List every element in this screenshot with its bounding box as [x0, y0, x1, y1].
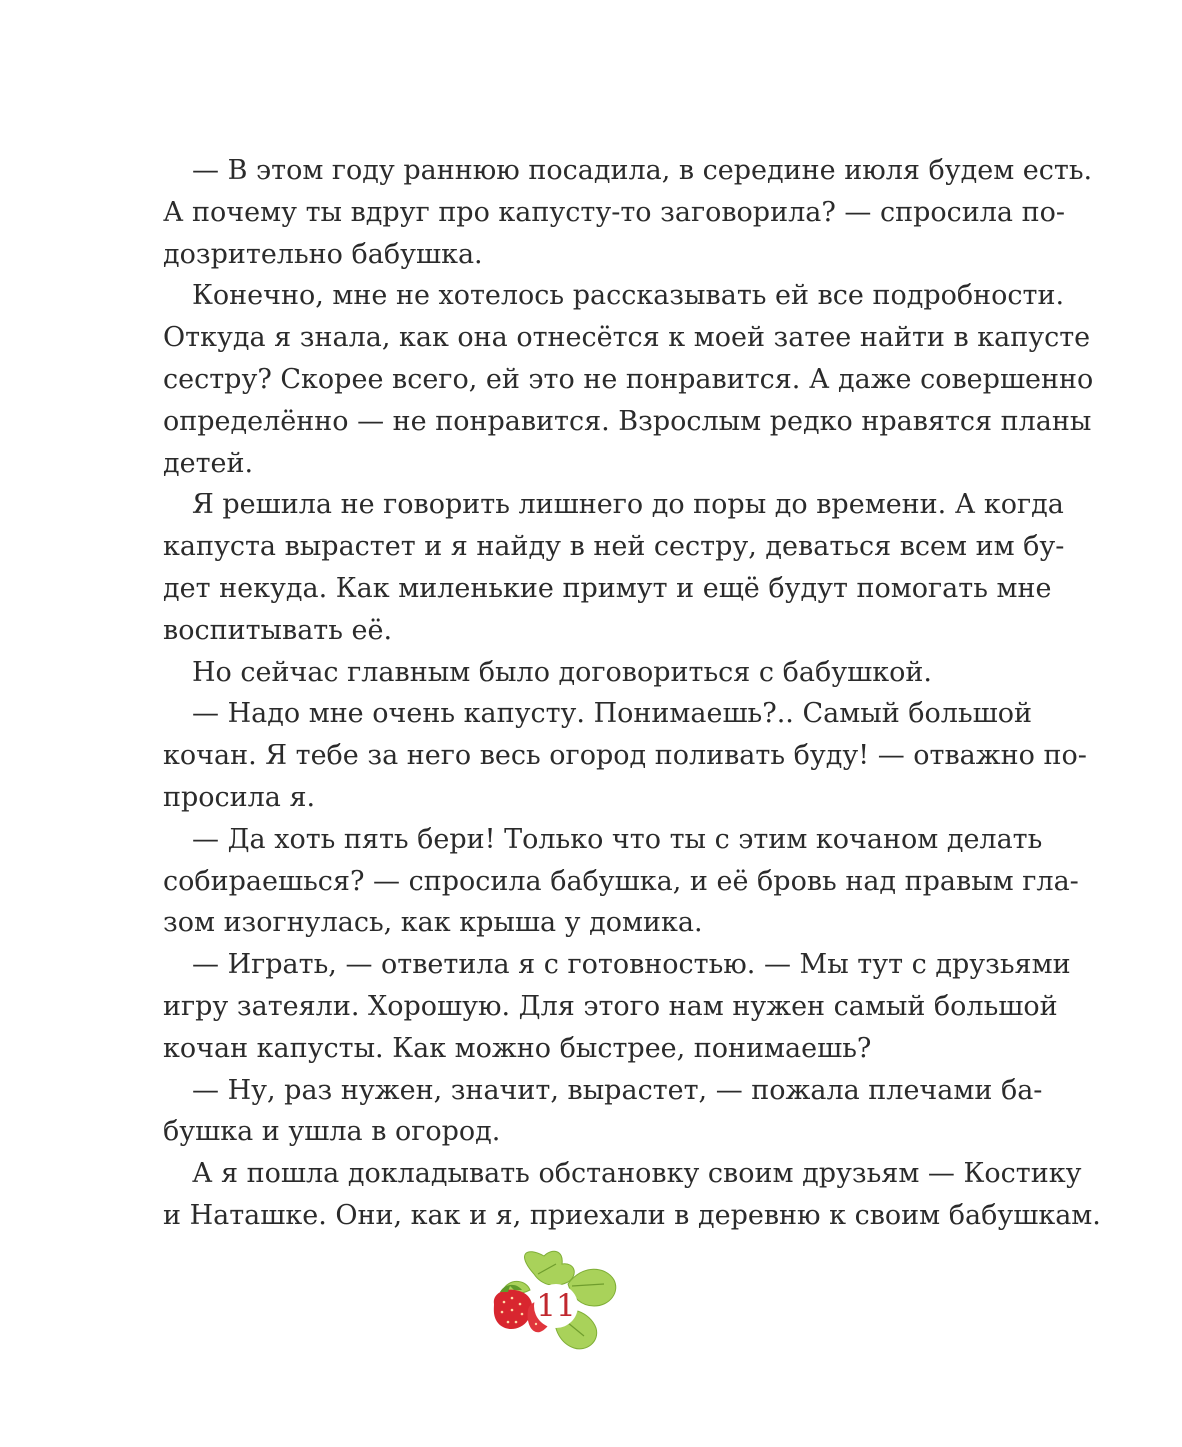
text-line: А почему ты вдруг про капусту-то заговорила? — спросила по-	[163, 196, 1065, 228]
text-line: дозрительно бабушка.	[163, 238, 483, 270]
paragraph	[134, 1070, 1043, 1154]
text-line: Откуда я знала, как она отнесётся к моей затее найти в капусте	[163, 322, 1091, 354]
text-line: просила я.	[163, 781, 316, 813]
text-line: — Играть, — ответила я с готовностью. — Мы тут с друзьями	[192, 949, 1071, 981]
paragraph	[134, 484, 1065, 651]
page-number: 11	[536, 1288, 576, 1324]
text-line: воспитывать её.	[163, 614, 393, 646]
text-line: — Надо мне очень капусту. Понимаешь?.. Самый большой	[192, 698, 1033, 730]
paragraph	[134, 693, 1087, 818]
text-line: кочан капусты. Как можно быстрее, понимаешь?	[163, 1032, 872, 1064]
text-line: бушка и ушла в огород.	[163, 1116, 501, 1148]
text-line: собираешься? — спросила бабушка, и её бровь над правым гла-	[163, 865, 1079, 897]
text-line: дет некуда. Как миленькие примут и ещё будут помогать мне	[163, 572, 1052, 604]
text-line: зом изогнулась, как крыша у домика.	[163, 907, 703, 939]
text-line: Но сейчас главным было договориться с бабушкой.	[192, 656, 932, 688]
text-line: — В этом году раннюю посадила, в середине июля будем есть.	[192, 155, 1093, 186]
text-line: определённо — не понравится. Взрослым редко нравятся планы	[163, 405, 1092, 437]
paragraph	[134, 819, 1079, 944]
paragraph	[134, 275, 1094, 484]
text-line: детей.	[163, 447, 254, 479]
text-line: — Ну, раз нужен, значит, вырастет, — пожала плечами ба-	[192, 1074, 1043, 1106]
body-text	[134, 150, 1101, 1237]
text-line: сестру? Скорее всего, ей это не понравится. А даже совершенно	[163, 363, 1094, 395]
text-line: капуста вырастет и я найду в ней сестру, деваться всем им бу-	[163, 531, 1065, 563]
text-line: — Да хоть пять бери! Только что ты с этим кочаном делать	[192, 823, 1043, 855]
text-line: А я пошла докладывать обстановку своим друзьям — Костику	[192, 1158, 1082, 1190]
text-line: кочан. Я тебе за него весь огород поливать буду! — отважно по-	[163, 740, 1087, 772]
text-line: и Наташке. Они, как и я, приехали в деревню к своим бабушкам.	[163, 1199, 1101, 1231]
text-line: Конечно, мне не хотелось рассказывать ей все подробности.	[192, 280, 1065, 312]
paragraph	[134, 652, 986, 694]
paragraph	[134, 150, 1093, 275]
page-number-ornament	[486, 1244, 626, 1364]
paragraph	[134, 944, 1071, 1069]
paragraph	[134, 1153, 1101, 1237]
text-line: Я решила не говорить лишнего до поры до времени. А когда	[192, 489, 1064, 521]
text-line: игру затеяли. Хорошую. Для этого нам нужен самый большой	[163, 990, 1058, 1022]
